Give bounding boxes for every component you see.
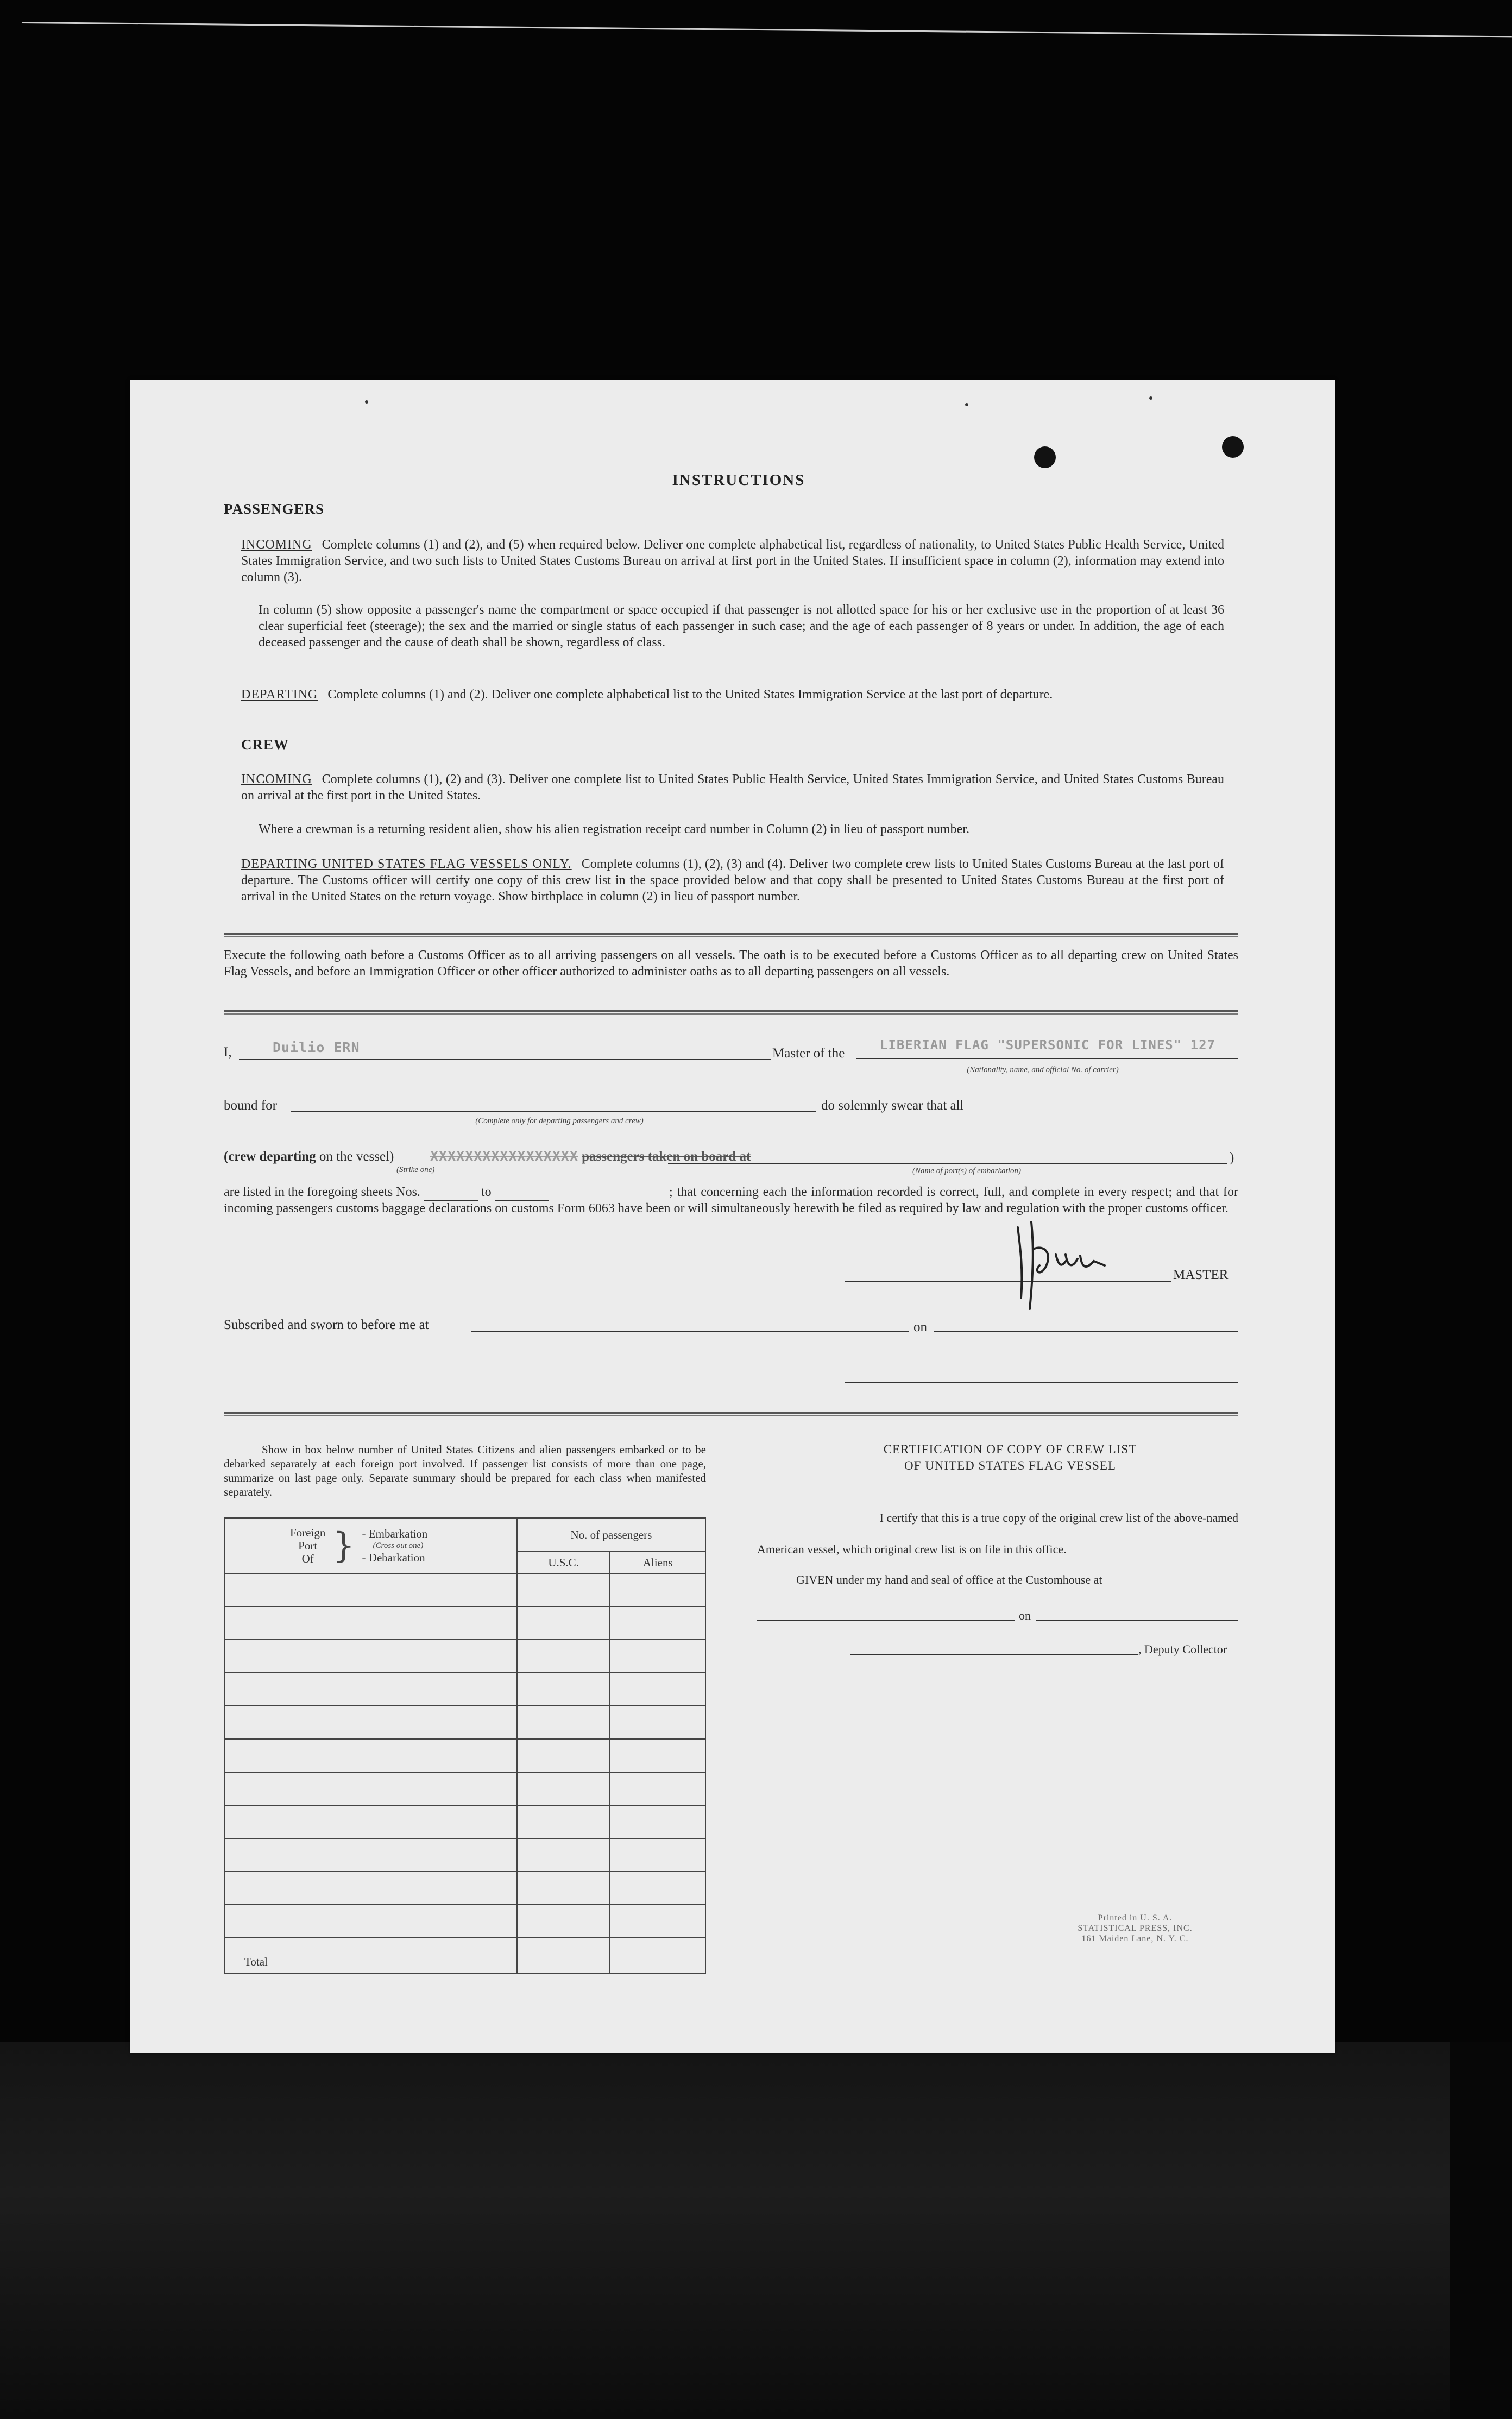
- port-cell[interactable]: [224, 1739, 517, 1772]
- bound-for-label: bound for: [224, 1098, 277, 1113]
- crew-incoming-label: INCOMING: [241, 772, 312, 786]
- usc-cell[interactable]: [517, 1772, 610, 1805]
- divider: [224, 933, 1238, 937]
- crew-returning-paragraph: Where a crewman is a returning resident alien, show his alien registration receipt card number in Column (2) in lieu of passport number.: [259, 822, 969, 836]
- deputy-collector-label: , Deputy Collector: [1138, 1642, 1227, 1656]
- certification-text-1: I certify that this is a true copy of the original crew list of the above-named: [879, 1511, 1238, 1525]
- speck: [1149, 396, 1152, 400]
- port-cell[interactable]: [224, 1872, 517, 1905]
- deputy-collector-field[interactable]: [850, 1639, 1138, 1655]
- embarkation-port-field[interactable]: [668, 1149, 1227, 1164]
- usc-header: U.S.C.: [517, 1552, 610, 1573]
- port-cell[interactable]: [224, 1673, 517, 1706]
- usc-cell[interactable]: [517, 1607, 610, 1640]
- summary-row: [224, 1838, 705, 1872]
- usc-cell[interactable]: [517, 1805, 610, 1838]
- crew-incoming-text: Complete columns (1), (2) and (3). Deliver one complete list to United States Public Health Service, United States Immigration Service, and United States Customs Bureau on arrival at the first port in the United States.: [241, 772, 1224, 803]
- passengers-incoming-label: INCOMING: [241, 538, 312, 552]
- aliens-cell[interactable]: [610, 1706, 705, 1739]
- crew-incoming-paragraph: [241, 771, 1224, 804]
- no-of-passengers-header: No. of passengers: [517, 1518, 705, 1552]
- port-cell[interactable]: [224, 1573, 517, 1607]
- crew-departing-text: (crew departing: [224, 1149, 316, 1164]
- port-caption: (Name of port(s) of embarkation): [912, 1167, 1021, 1175]
- port-cell[interactable]: [224, 1838, 517, 1872]
- swear-text: do solemnly swear that all: [821, 1098, 964, 1113]
- printer-line-2: STATISTICAL PRESS, INC.: [1078, 1924, 1193, 1933]
- summary-row: [224, 1706, 705, 1739]
- listed-text-1: are listed in the foregoing sheets Nos.: [224, 1185, 420, 1199]
- divider: [224, 1010, 1238, 1015]
- aliens-cell[interactable]: [610, 1872, 705, 1905]
- sheet-to-field[interactable]: [495, 1184, 549, 1201]
- officer-signature-field[interactable]: [845, 1366, 1238, 1383]
- printer-imprint: [1054, 1913, 1217, 1944]
- summary-row: [224, 1905, 705, 1938]
- cross-out-label: (Cross out one): [373, 1541, 424, 1550]
- printer-line-1: Printed in U. S. A.: [1098, 1913, 1173, 1923]
- certification-title-2: OF UNITED STATES FLAG VESSEL: [904, 1459, 1116, 1472]
- usc-cell[interactable]: [517, 1739, 610, 1772]
- summary-row: [224, 1772, 705, 1805]
- bound-for-caption: (Complete only for departing passengers and crew): [475, 1117, 644, 1125]
- crew-heading: CREW: [241, 736, 289, 753]
- foreign-label: Foreign: [290, 1526, 326, 1539]
- aliens-cell[interactable]: [610, 1573, 705, 1607]
- struck-option-1: XXXXXXXXXXXXXXXXX: [430, 1148, 578, 1164]
- total-label: Total: [224, 1938, 517, 1974]
- master-of-label: Master of the: [772, 1046, 845, 1061]
- usc-cell[interactable]: [517, 1640, 610, 1673]
- crew-departing-label: DEPARTING UNITED STATES FLAG VESSELS ONLY.: [241, 857, 572, 871]
- listed-text-2: ; that concerning each the information recorded is correct, full, and complete in every respect; and that for incoming passengers customs baggage declarations on customs Form 6063 have been or will simultaneously herewith be filed as required by law and regulation with the proper customs officer.: [224, 1185, 1238, 1215]
- certification-on-label: on: [1019, 1609, 1031, 1622]
- passengers-departing-paragraph: [241, 686, 1224, 703]
- of-label: Of: [301, 1552, 314, 1565]
- usc-cell[interactable]: [517, 1673, 610, 1706]
- port-label: Port: [298, 1539, 318, 1552]
- summary-note: Show in box below number of United States Citizens and alien passengers embarked or to be debarked separately at each foreign port involved. If passenger list consists of more than one page, summarize on last page only. Separate summary should be prepared for each class when manifested separately.: [224, 1443, 706, 1498]
- punch-hole: [1222, 436, 1244, 458]
- aliens-cell[interactable]: [610, 1905, 705, 1938]
- embarkation-label: - Embarkation: [362, 1527, 428, 1540]
- aliens-cell[interactable]: [610, 1673, 705, 1706]
- scan-background-edge: [1450, 2042, 1512, 2419]
- passengers-departing-text: Complete columns (1) and (2). Deliver one complete alphabetical list to the United States Immigration Service at the last port of departure.: [327, 688, 1053, 702]
- master-name-value: Duilio ERN: [273, 1040, 360, 1055]
- usc-cell[interactable]: [517, 1872, 610, 1905]
- master-label: MASTER: [1173, 1268, 1228, 1282]
- summary-rows: [224, 1573, 705, 1938]
- port-cell[interactable]: [224, 1640, 517, 1673]
- summary-row: [224, 1573, 705, 1607]
- listed-line-start: [224, 1184, 549, 1201]
- i-label: I,: [224, 1045, 232, 1060]
- total-aliens-cell[interactable]: [610, 1938, 705, 1974]
- passengers-column5-paragraph: In column (5) show opposite a passenger's name the compartment or space occupied if that passenger is not allotted space for his or her exclusive use in the proportion of at least 36 clear superficial feet (steerage); the sex and the married or single status of each passenger in such case; and the age of each passenger of 8 years or under. In addition, the age of each deceased passenger and the cause of death shall be shown, regardless of class.: [259, 603, 1224, 650]
- bound-for-field[interactable]: [291, 1095, 816, 1112]
- on-label: on: [914, 1320, 927, 1334]
- subscribed-label: Subscribed and sworn to before me at: [224, 1318, 429, 1332]
- certification-text-2: American vessel, which original crew list is on file in this office.: [757, 1542, 1067, 1556]
- instructions-title: INSTRUCTIONS: [672, 471, 805, 489]
- strike-caption: (Strike one): [396, 1166, 435, 1174]
- crew-departing-option: [224, 1149, 394, 1164]
- aliens-cell[interactable]: [610, 1739, 705, 1772]
- summary-row: [224, 1872, 705, 1905]
- printer-line-3: 161 Maiden Lane, N. Y. C.: [1081, 1934, 1189, 1943]
- aliens-cell[interactable]: [610, 1640, 705, 1673]
- vessel-value: LIBERIAN FLAG "SUPERSONIC FOR LINES" 127: [880, 1037, 1215, 1053]
- sworn-date-field[interactable]: [934, 1315, 1238, 1332]
- summary-row: [224, 1673, 705, 1706]
- vessel-caption: (Nationality, name, and official No. of carrier): [967, 1066, 1119, 1074]
- certification-date-field[interactable]: [1036, 1604, 1238, 1621]
- customhouse-field[interactable]: [757, 1604, 1015, 1621]
- close-paren: ): [1230, 1150, 1234, 1165]
- total-row: [224, 1938, 705, 1974]
- summary-row: [224, 1805, 705, 1838]
- summary-row: [224, 1607, 705, 1640]
- sheet-from-field[interactable]: [424, 1184, 478, 1201]
- certification-title-1: CERTIFICATION OF COPY OF CREW LIST: [883, 1442, 1137, 1456]
- on-the-vessel-text: on the vessel): [319, 1149, 394, 1164]
- port-cell[interactable]: [224, 1805, 517, 1838]
- summary-row: [224, 1739, 705, 1772]
- divider: [224, 1412, 1238, 1416]
- certification-given: GIVEN under my hand and seal of office at the Customhouse at: [796, 1573, 1102, 1586]
- aliens-cell[interactable]: [610, 1805, 705, 1838]
- passengers-departing-label: DEPARTING: [241, 688, 318, 702]
- port-cell[interactable]: [224, 1772, 517, 1805]
- form-page: [130, 380, 1335, 2053]
- passengers-incoming-text: Complete columns (1) and (2), and (5) when required below. Deliver one complete alphabetical list, regardless of nationality, to United States Public Health Service, United States Immigration Service, and two such lists to United States Customs Bureau on arrival at first port in the United States. If insufficient space in column (2), information may extend into column (3).: [241, 538, 1224, 584]
- port-cell[interactable]: [224, 1706, 517, 1739]
- to-label: to: [481, 1185, 492, 1199]
- port-cell[interactable]: [224, 1905, 517, 1938]
- sworn-place-field[interactable]: [471, 1315, 909, 1332]
- summary-row: [224, 1640, 705, 1673]
- port-cell[interactable]: [224, 1607, 517, 1640]
- usc-cell[interactable]: [517, 1838, 610, 1872]
- speck: [965, 403, 968, 406]
- scan-edge: [21, 22, 1512, 75]
- scan-background: [0, 2042, 1512, 2419]
- foreign-port-header: [224, 1518, 517, 1573]
- oath-intro: Execute the following oath before a Customs Officer as to all arriving passengers on all vessels. The oath is to be executed before a Customs Officer as to all departing crew on United States Flag Vessels, and before an Immigration Officer or other officer authorized to administer oaths as to all departing passengers on all vessels.: [224, 948, 1238, 979]
- passengers-heading: PASSENGERS: [224, 501, 325, 517]
- aliens-cell[interactable]: [610, 1772, 705, 1805]
- crew-departing-paragraph: [241, 856, 1224, 905]
- passenger-summary-table: [224, 1517, 706, 1974]
- brace-icon: }: [332, 1526, 355, 1566]
- passengers-incoming-paragraph: [241, 537, 1224, 585]
- speck: [365, 400, 368, 404]
- total-usc-cell[interactable]: [517, 1938, 610, 1974]
- punch-hole: [1034, 446, 1056, 468]
- usc-cell[interactable]: [517, 1905, 610, 1938]
- aliens-cell[interactable]: [610, 1838, 705, 1872]
- struck-option-2: passengers taken on board at: [582, 1149, 751, 1164]
- debarkation-label: - Debarkation: [362, 1551, 425, 1564]
- master-signature-icon: [1001, 1217, 1132, 1314]
- aliens-cell[interactable]: [610, 1607, 705, 1640]
- crew-departing-text: Complete columns (1), (2), (3) and (4). Deliver two complete crew lists to United States Customs Bureau at the last port of departure. The Customs officer will certify one copy of this crew list in the space provided below and that copy shall be presented to United States Customs Bureau at the first port of arrival in the United States on the return voyage. Show birthplace in column (2) in lieu of passport number.: [241, 857, 1224, 904]
- aliens-header: Aliens: [610, 1552, 705, 1573]
- usc-cell[interactable]: [517, 1573, 610, 1607]
- usc-cell[interactable]: [517, 1706, 610, 1739]
